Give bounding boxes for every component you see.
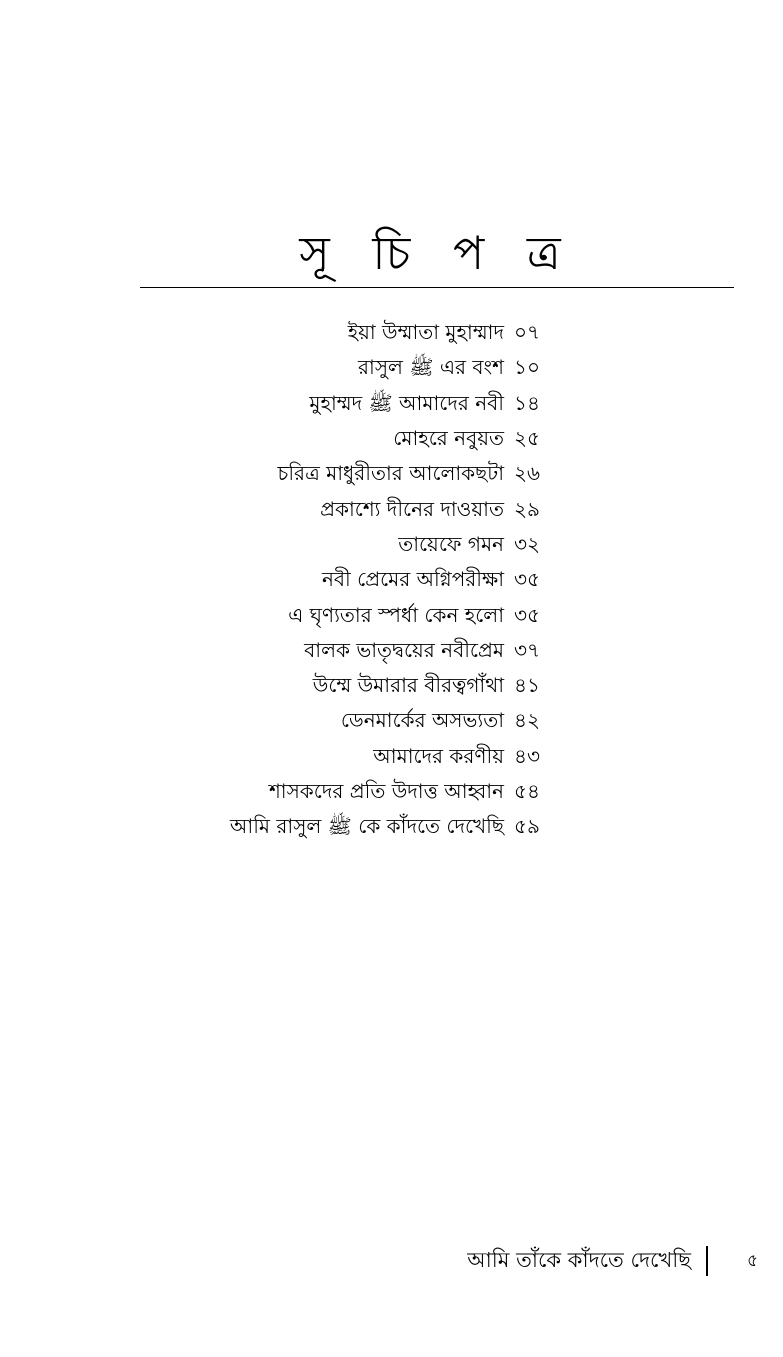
toc-entry[interactable]	[150, 529, 550, 564]
toc-entry-title: ইয়া উম্মাতা মুহাম্মাদ	[347, 320, 504, 345]
toc-entry[interactable]	[150, 670, 550, 705]
toc-entry[interactable]	[150, 388, 550, 423]
toc-entry-page: ৪৩	[514, 743, 540, 768]
toc-entry-title: চরিত্র মাধুরীতার আলোকছটা	[277, 461, 504, 486]
toc-entry-page: ১৪	[514, 390, 540, 415]
toc-entry-title: রাসুল ﷺ এর বংশ	[358, 355, 504, 380]
toc-entry[interactable]	[150, 458, 550, 493]
toc-entry[interactable]	[150, 635, 550, 670]
table-of-contents	[150, 317, 550, 846]
toc-entry-page: ৫৪	[514, 779, 540, 803]
toc-entry[interactable]	[150, 423, 550, 458]
toc-entry-page: ৩৫	[514, 602, 540, 627]
toc-entry-page: ২৫	[514, 426, 540, 451]
toc-entry[interactable]	[150, 705, 550, 740]
toc-entry-page: ৫৯	[514, 814, 540, 839]
toc-entry-title: তায়েফে গমন	[398, 531, 504, 556]
toc-entry-page: ১০	[514, 355, 540, 380]
toc-entry[interactable]	[150, 564, 550, 599]
toc-entry-title: এ ঘৃণ্যতার স্পর্ধা কেন হলো	[288, 602, 504, 627]
toc-entry-title: আমি রাসুল ﷺ কে কাঁদতে দেখেছি	[229, 814, 504, 839]
footer-divider	[706, 1246, 708, 1276]
toc-entry[interactable]	[150, 776, 550, 811]
page-title: সূ চি প ত্র	[299, 226, 575, 280]
toc-entry-page: ৪২	[514, 708, 540, 733]
toc-entry-title: মোহরে নবুয়ত	[393, 426, 504, 451]
toc-entry-page: ৪১	[514, 673, 540, 698]
toc-entry-page: ৩২	[514, 531, 541, 556]
toc-entry-title: নবী প্রেমের অগ্নিপরীক্ষা	[321, 567, 504, 592]
toc-entry-title: প্রকাশ্যে দীনের দাওয়াত	[320, 496, 504, 521]
toc-entry[interactable]	[150, 599, 550, 634]
toc-entry-title: ডেনমার্কের অসভ্যতা	[340, 708, 504, 733]
toc-entry-page: ০৭	[514, 320, 541, 345]
toc-entry-page: ৩৭	[514, 637, 541, 662]
toc-entry[interactable]	[150, 741, 550, 776]
page-number: ৫	[747, 1251, 759, 1271]
toc-entry-title: মুহাম্মদ ﷺ আমাদের নবী	[309, 390, 504, 415]
toc-entry[interactable]	[150, 352, 550, 387]
toc-entry-title: বালক ভাতৃদ্বয়ের নবীপ্রেম	[304, 637, 504, 662]
title-divider	[140, 287, 734, 288]
running-footer-title: আমি তাঁকে কাঁদতে দেখেছি	[467, 1248, 691, 1272]
toc-entry-title: উম্মে উমারার বীরত্বগাঁথা	[312, 673, 504, 698]
toc-entry-page: ২৬	[514, 461, 541, 486]
toc-entry[interactable]	[150, 811, 550, 846]
toc-entry-page: ৩৫	[514, 567, 540, 592]
toc-entry[interactable]	[150, 317, 550, 352]
toc-entry-title: আমাদের করণীয়	[373, 743, 504, 768]
toc-entry-title: শাসকদের প্রতি উদাত্ত আহ্বান	[268, 779, 504, 803]
toc-entry-page: ২৯	[514, 496, 540, 521]
toc-entry[interactable]	[150, 493, 550, 528]
